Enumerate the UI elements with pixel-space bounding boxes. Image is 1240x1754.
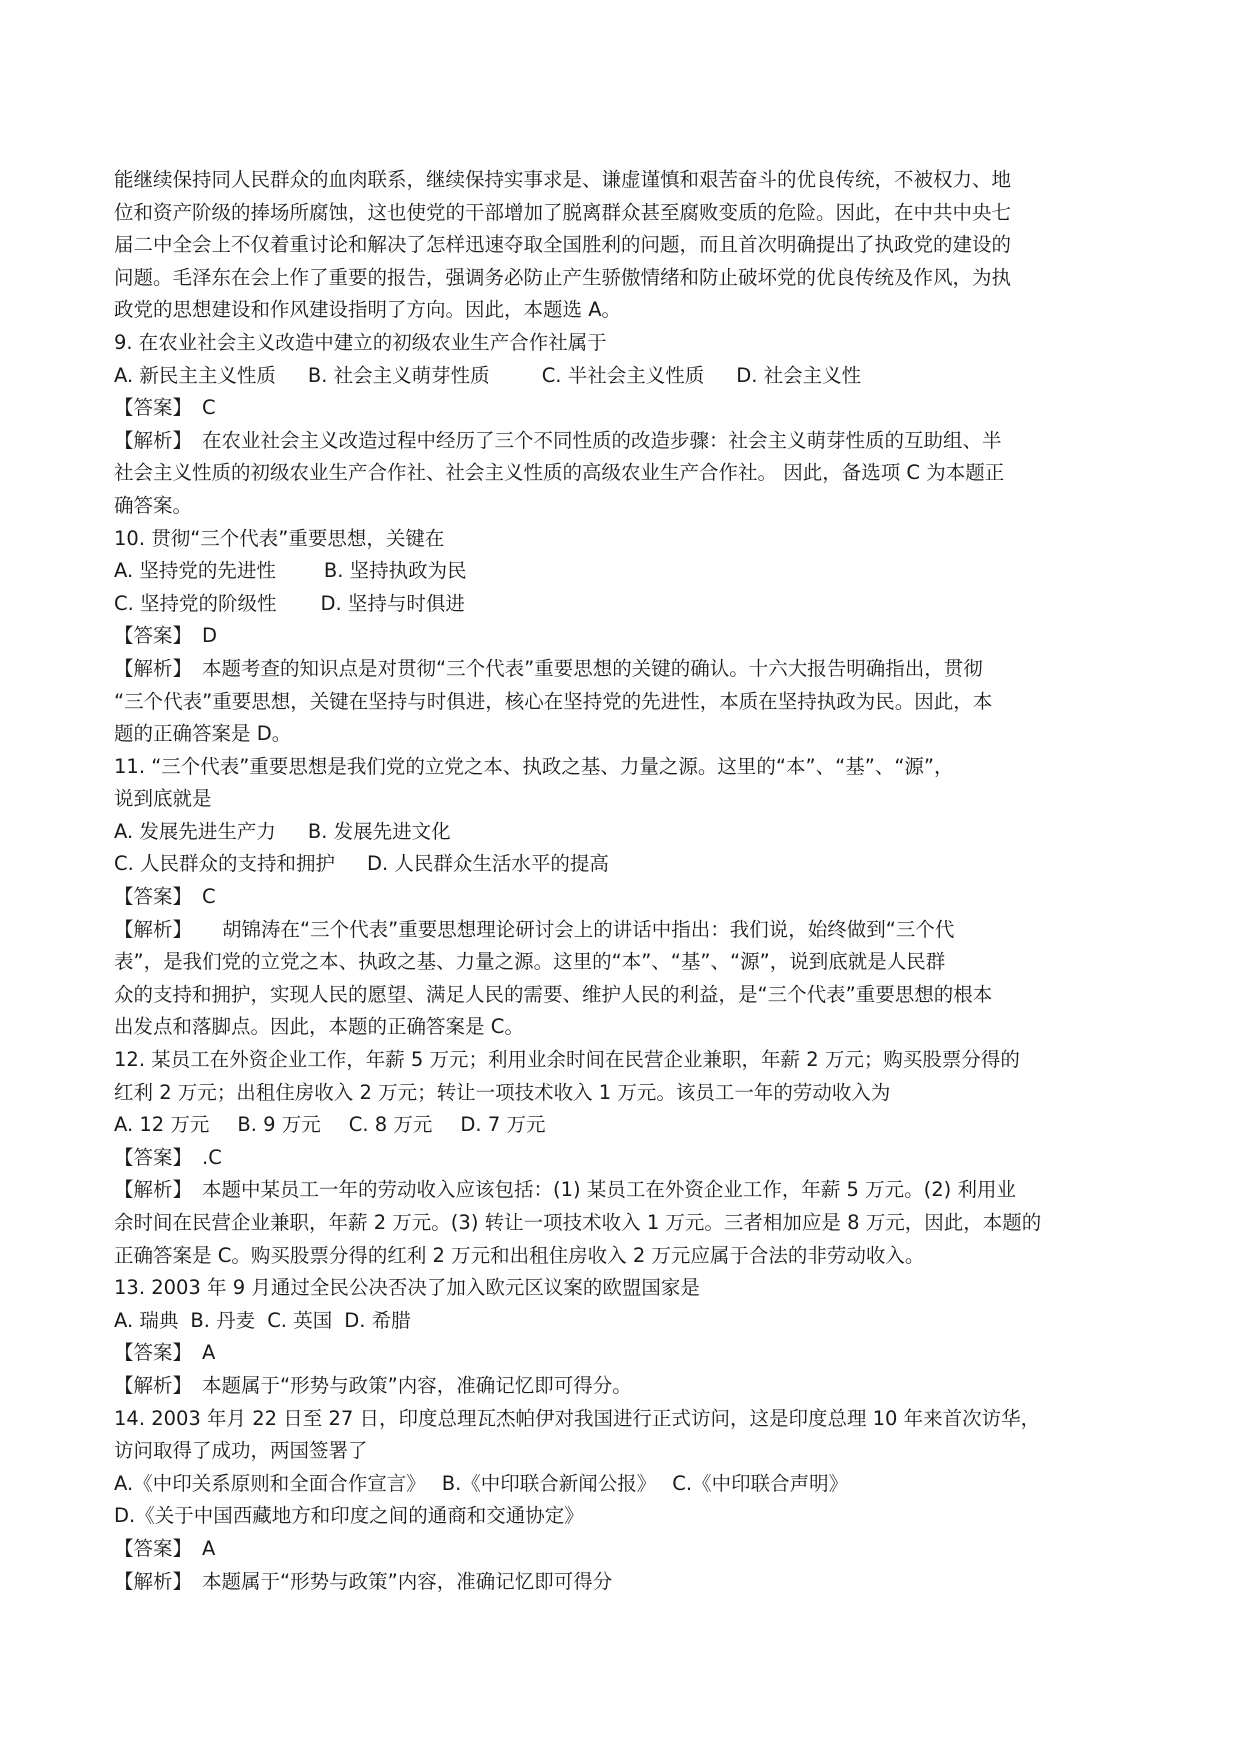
analysis-text: 本题中某员工一年的劳动收入应该包括：(1) 某员工在外资企业工作，年薪 5 万元。(2) 利用业 xyxy=(202,1178,1016,1202)
answer-label: 【答案】 xyxy=(114,885,193,909)
answer-value: C xyxy=(202,396,216,420)
question-14 xyxy=(114,1403,1130,1599)
question-9 xyxy=(114,327,1130,523)
answer-value: .C xyxy=(202,1145,222,1169)
question-stem: 10. 贯彻“三个代表”重要思想，关键在 xyxy=(114,526,445,550)
answer-value: D xyxy=(202,624,218,648)
question-stem: 13. 2003 年 9 月通过全民公决否决了加入欧元区议案的欧盟国家是 xyxy=(114,1276,700,1300)
intro-line: 届二中全会上不仅着重讨论和解决了怎样迅速夺取全国胜利的问题，而且首次明确提出了执政党的建设的 xyxy=(114,233,1012,257)
options-row xyxy=(114,1109,1130,1142)
analysis-line xyxy=(114,1566,1130,1599)
analysis-label: 【解析】 xyxy=(114,428,193,452)
answer-line xyxy=(114,620,1130,653)
analysis-line xyxy=(114,1174,1130,1207)
analysis-text: 在农业社会主义改造过程中经历了三个不同性质的改造步骤：社会主义萌芽性质的互助组、半 xyxy=(202,428,1002,452)
question-11 xyxy=(114,751,1130,1044)
answer-label: 【答案】 xyxy=(114,624,193,648)
intro-paragraph xyxy=(114,164,1130,327)
option-d: D. 7 万元 xyxy=(460,1113,546,1137)
analysis-line xyxy=(114,653,1130,686)
option-d: D. 希腊 xyxy=(344,1308,411,1332)
answer-label: 【答案】 xyxy=(114,1145,193,1169)
analysis-line xyxy=(114,1370,1130,1403)
question-10 xyxy=(114,523,1130,751)
document-page xyxy=(114,164,1130,1598)
analysis-line: 出发点和落脚点。因此，本题的正确答案是 C。 xyxy=(114,1015,524,1039)
answer-label: 【答案】 xyxy=(114,1341,193,1365)
options-row xyxy=(114,360,1130,393)
options-row xyxy=(114,848,1130,881)
analysis-line: 余时间在民营企业兼职，年薪 2 万元。(3) 转让一项技术收入 1 万元。三者相加应是 8 万元，因此，本题的 xyxy=(114,1211,1042,1234)
options-row xyxy=(114,1468,1130,1501)
option-a: A. 发展先进生产力 xyxy=(114,819,276,843)
question-stem: 9. 在农业社会主义改造中建立的初级农业生产合作社属于 xyxy=(114,330,607,354)
option-d: D.《关于中国西藏地方和印度之间的通商和交通协定》 xyxy=(114,1504,584,1528)
option-c: C. 人民群众的支持和拥护 xyxy=(114,852,336,876)
analysis-line xyxy=(114,914,1130,947)
analysis-line: 社会主义性质的初级农业生产合作社、社会主义性质的高级农业生产合作社。 因此，备选项 C 为本题正 xyxy=(114,461,1005,485)
analysis-line: 正确答案是 C。购买股票分得的红利 2 万元和出租住房收入 2 万元应属于合法的非劳动收入。 xyxy=(114,1243,925,1267)
option-b: B. 9 万元 xyxy=(237,1113,321,1137)
analysis-line: 表”，是我们党的立党之本、执政之基、力量之源。这里的“本”、“基”、“源”，说到底就是人民群 xyxy=(114,950,946,974)
option-a: A. 新民主主义性质 xyxy=(114,363,276,387)
analysis-label: 【解析】 xyxy=(114,1569,193,1593)
options-row xyxy=(114,816,1130,849)
option-b: B. 坚持执政为民 xyxy=(323,559,467,583)
question-stem: 访问取得了成功，两国签署了 xyxy=(114,1439,368,1463)
options-row xyxy=(114,555,1130,588)
option-b: B. 社会主义萌芽性质 xyxy=(307,363,490,387)
intro-line: 政党的思想建设和作风建设指明了方向。因此，本题选 A。 xyxy=(114,298,622,322)
answer-label: 【答案】 xyxy=(114,396,193,420)
option-d: D. 人民群众生活水平的提高 xyxy=(367,852,609,876)
options-row xyxy=(114,1305,1130,1338)
option-a: A. 坚持党的先进性 xyxy=(114,559,276,583)
intro-line: 位和资产阶级的捧场所腐蚀，这也使党的干部增加了脱离群众甚至腐败变质的危险。因此，在中共中央七 xyxy=(114,200,1012,224)
option-c: C. 8 万元 xyxy=(348,1113,433,1137)
analysis-label: 【解析】 xyxy=(114,656,193,680)
answer-value: A xyxy=(202,1536,216,1560)
answer-value: A xyxy=(202,1341,216,1365)
analysis-line: 众的支持和拥护，实现人民的愿望、满足人民的需要、维护人民的利益，是“三个代表”重要思想的根本 xyxy=(114,982,993,1006)
option-a: A.《中印关系原则和全面合作宣言》 xyxy=(114,1471,426,1495)
option-b: B.《中印联合新闻公报》 xyxy=(441,1471,657,1495)
analysis-text: 本题属于“形势与政策”内容，准确记忆即可得分。 xyxy=(202,1373,632,1397)
answer-line xyxy=(114,881,1130,914)
option-d: D. 社会主义性 xyxy=(736,363,862,387)
answer-label: 【答案】 xyxy=(114,1536,193,1560)
question-12 xyxy=(114,1044,1130,1272)
analysis-text: 胡锦涛在“三个代表”重要思想理论研讨会上的讲话中指出：我们说，始终做到“三个代 xyxy=(222,917,955,941)
option-d: D. 坚持与时俱进 xyxy=(320,591,465,615)
analysis-text: 本题属于“形势与政策”内容，准确记忆即可得分 xyxy=(202,1569,613,1593)
option-a: A. 瑞典 xyxy=(114,1308,179,1332)
answer-line xyxy=(114,392,1130,425)
answer-value: C xyxy=(202,885,216,909)
analysis-line: 确答案。 xyxy=(114,493,193,517)
option-b: B. 丹麦 xyxy=(190,1308,256,1332)
answer-line xyxy=(114,1533,1130,1566)
analysis-line xyxy=(114,425,1130,458)
question-stem: 11. “三个代表”重要思想是我们党的立党之本、执政之基、力量之源。这里的“本”、“基”、“源”， xyxy=(114,754,954,778)
intro-line: 问题。毛泽东在会上作了重要的报告，强调务必防止产生骄傲情绪和防止破坏党的优良传统及作风，为执 xyxy=(114,265,1012,289)
answer-line xyxy=(114,1142,1130,1175)
options-row xyxy=(114,1500,1130,1533)
analysis-label: 【解析】 xyxy=(114,917,193,941)
question-stem: 说到底就是 xyxy=(114,787,212,811)
question-stem: 14. 2003 年月 22 日至 27 日，印度总理瓦杰帕伊对我国进行正式访问，这是印度总理 10 年来首次访华， xyxy=(114,1406,1041,1430)
analysis-label: 【解析】 xyxy=(114,1178,193,1202)
analysis-line: “三个代表”重要思想，关键在坚持与时俱进，核心在坚持党的先进性，本质在坚持执政为民。因此，本 xyxy=(114,689,993,713)
option-c: C.《中印联合声明》 xyxy=(672,1471,849,1495)
option-c: C. 英国 xyxy=(267,1308,333,1332)
options-row xyxy=(114,588,1130,621)
intro-line: 能继续保持同人民群众的血肉联系，继续保持实事求是、谦虚谨慎和艰苦奋斗的优良传统，不被权力、地 xyxy=(114,168,1012,191)
answer-line xyxy=(114,1337,1130,1370)
question-stem: 红利 2 万元；出租住房收入 2 万元；转让一项技术收入 1 万元。该员工一年的劳动收入为 xyxy=(114,1080,891,1104)
option-a: A. 12 万元 xyxy=(114,1113,210,1137)
analysis-label: 【解析】 xyxy=(114,1373,193,1397)
question-13 xyxy=(114,1272,1130,1402)
analysis-text: 本题考查的知识点是对贯彻“三个代表”重要思想的关键的确认。十六大报告明确指出，贯彻 xyxy=(202,656,983,680)
option-c: C. 半社会主义性质 xyxy=(541,363,705,387)
option-b: B. 发展先进文化 xyxy=(307,819,451,843)
option-c: C. 坚持党的阶级性 xyxy=(114,591,277,615)
question-stem: 12. 某员工在外资企业工作，年薪 5 万元；利用业余时间在民营企业兼职，年薪 2 万元；购买股票分得的 xyxy=(114,1048,1020,1072)
analysis-line: 题的正确答案是 D。 xyxy=(114,722,292,746)
